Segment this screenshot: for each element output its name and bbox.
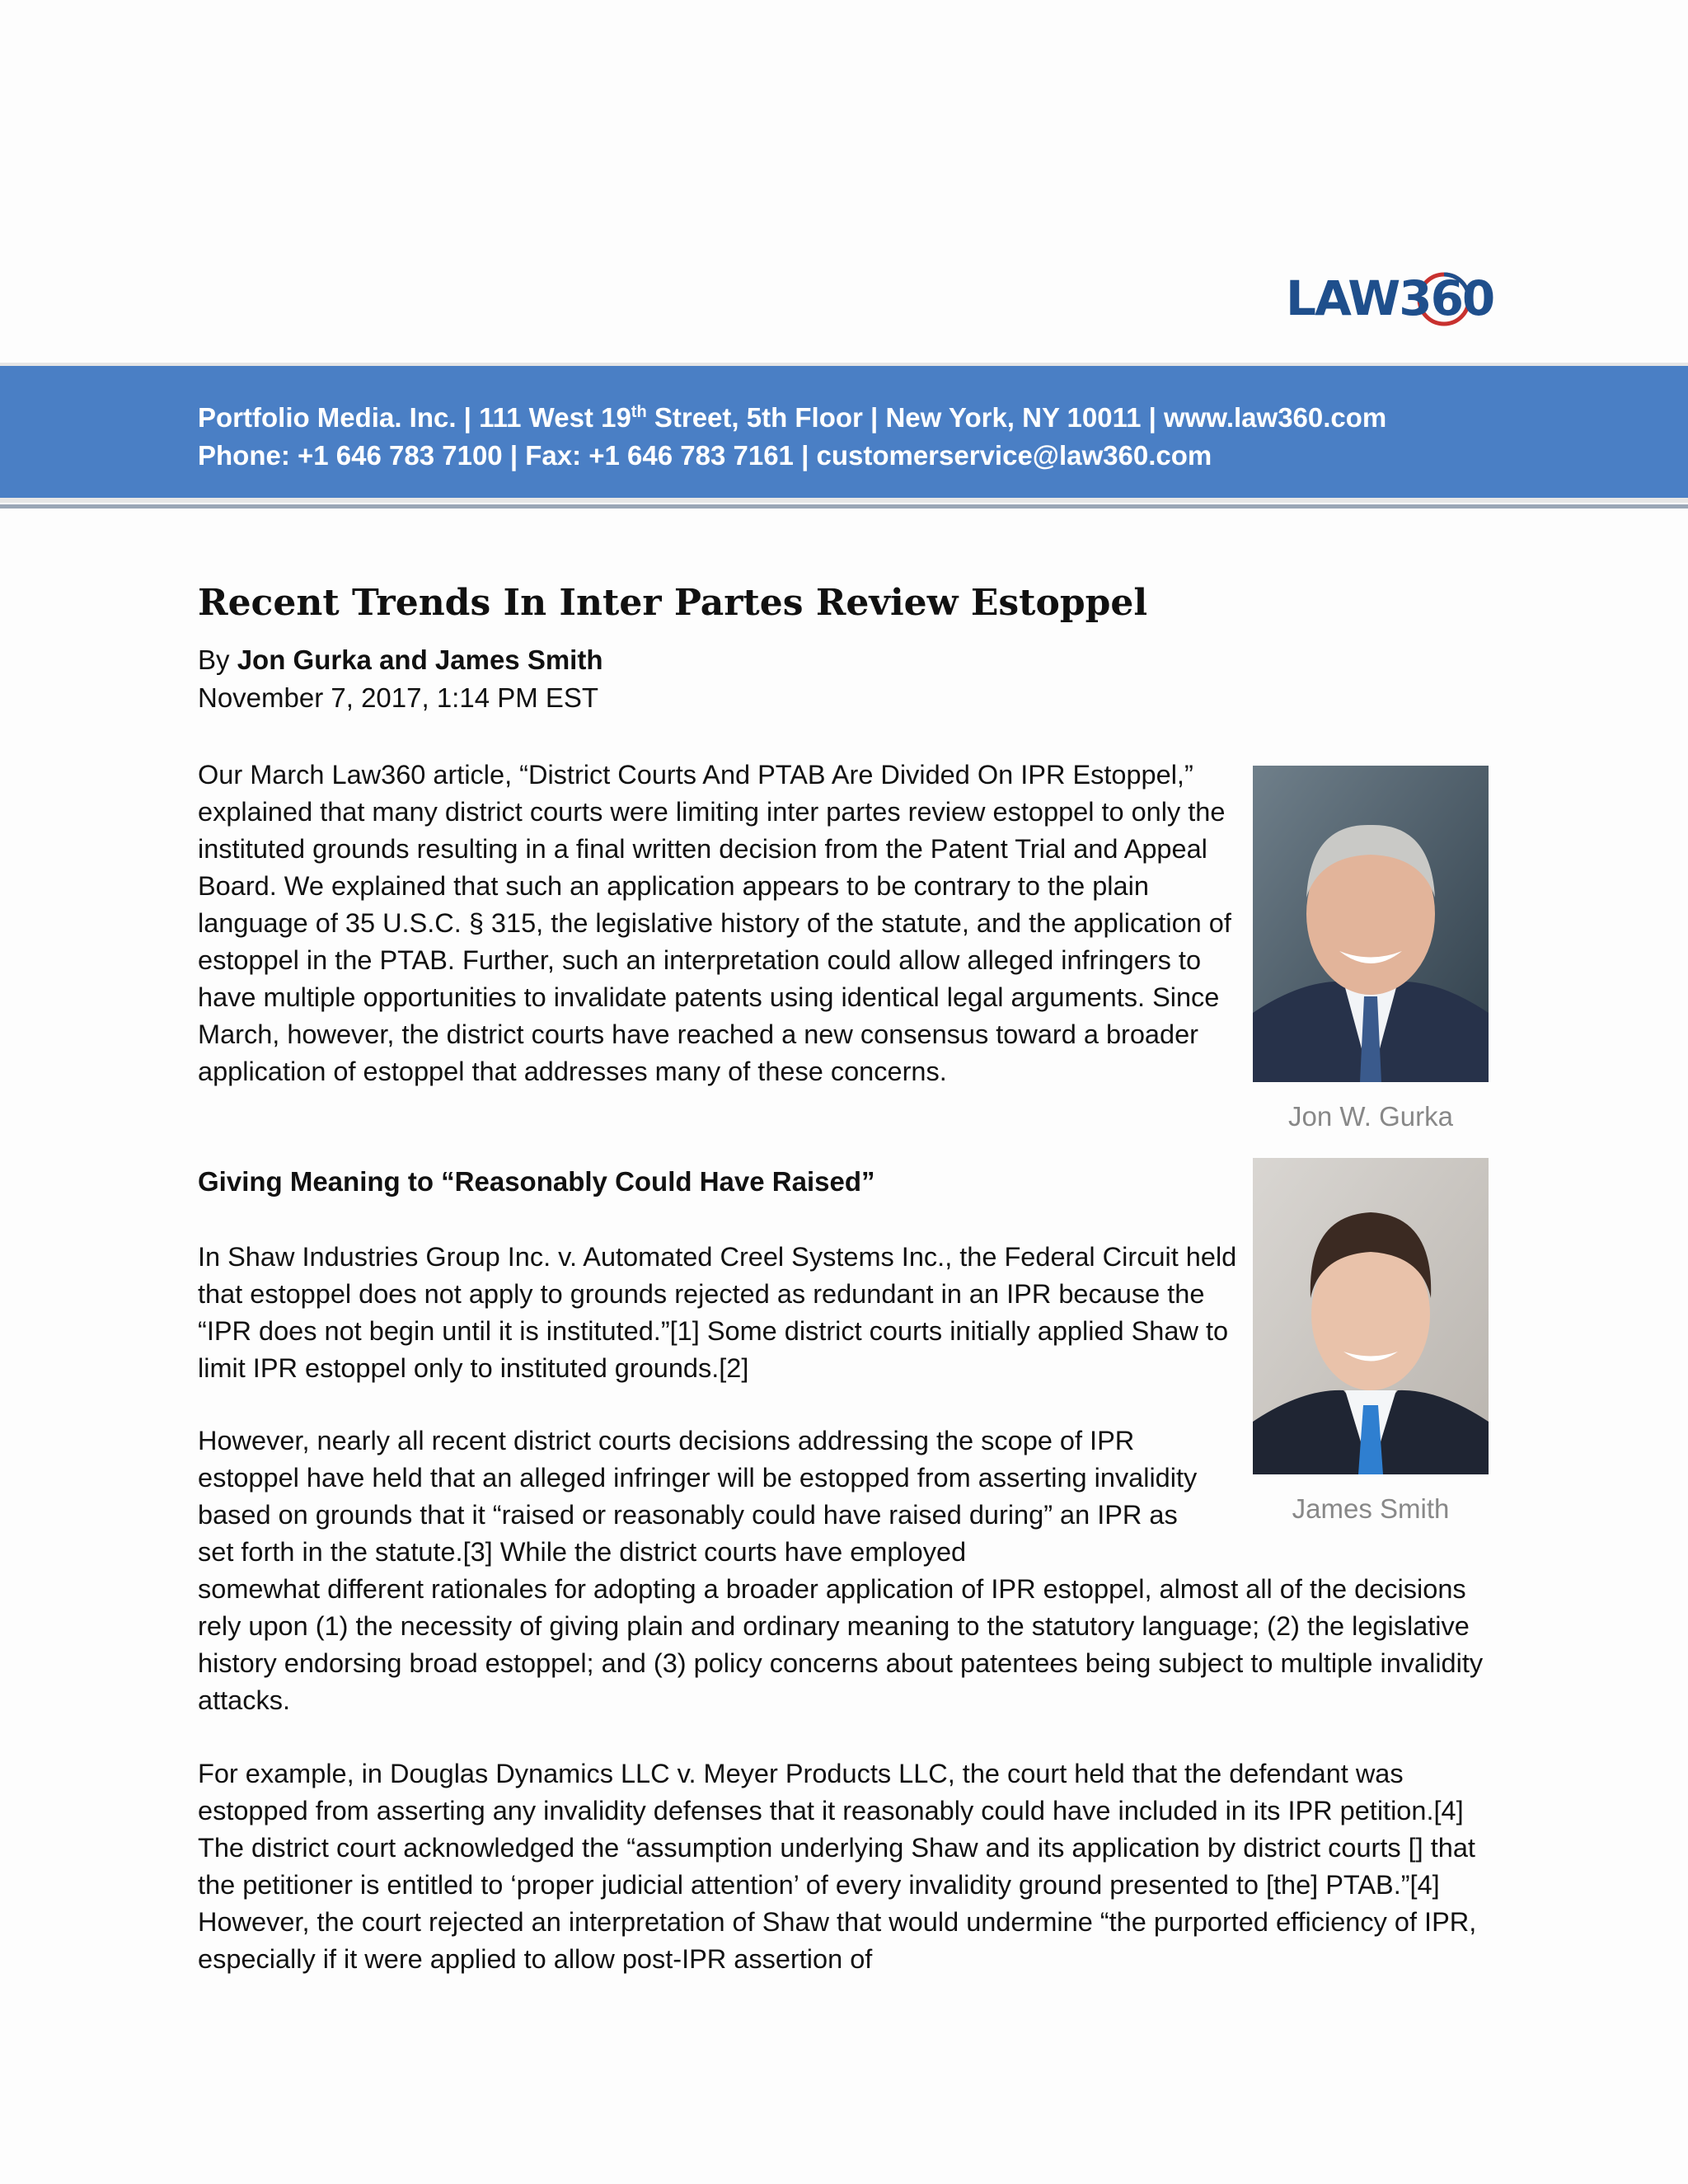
paragraph-3-narrow: However, nearly all recent district courts decisions addressing the scope of IPR estoppel have held that an alleged infringer will be estopped from asserting invalidity based on grounds that it “raised or reasonably could have raised during” an IPR as set forth in the statute.[3] While the district courts have employed — [198, 1426, 1198, 1567]
paragraph-2: In Shaw Industries Group Inc. v. Automated Creel Systems Inc., the Federal Circuit held that estoppel does not apply to grounds rejected as redundant in an IPR because the “IPR does not begin until it is instituted.”[1] Some district courts initially applied Shaw to limit IPR estoppel only to instituted grounds.[2] — [198, 1242, 1237, 1383]
banner-divider — [0, 504, 1688, 509]
address-part1: Portfolio Media. Inc. | 111 West 19 — [198, 402, 631, 433]
paragraph-4: For example, in Douglas Dynamics LLC v. Meyer Products LLC, the court held that the defendant was estopped from asserting any invalidity defenses that it reasonably could have included in its IPR petition.[4] The district court acknowledged the “assumption underlying Shaw and its application by district courts [] that the petitioner is entitled to ‘proper judicial attention’ of every invalidity ground presented to [the] PTAB.”[4] However, the court rejected an interpretation of Shaw that would undermine “the purported efficiency of IPR, especially if it were applied to allow post-IPR assertion of — [198, 1759, 1477, 1974]
photo-caption-gurka: Jon W. Gurka — [1288, 1101, 1453, 1132]
byline-authors: Jon Gurka and James Smith — [237, 644, 603, 675]
photo-caption-smith: James Smith — [1292, 1493, 1450, 1524]
address-part2: Street, 5th Floor | New York, NY 10011 | www.law360.com — [646, 402, 1387, 433]
article-title: Recent Trends In Inter Partes Review Estoppel — [198, 582, 1148, 624]
address-superscript: th — [631, 403, 647, 421]
byline — [198, 644, 603, 676]
contact-banner — [0, 363, 1688, 503]
paragraph-1: Our March Law360 article, “District Courts And PTAB Are Divided On IPR Estoppel,” explained that many district courts were limiting inter partes review estoppel to only the instituted grounds resulting in a final written decision from the Patent Trial and Appeal Board. We explained that such an application appears to be contrary to the plain language of 35 U.S.C. § 315, the legislative history of the statute, and the application of estoppel in the PTAB. Further, such an interpretation could allow alleged infringers to have multiple opportunities to invalidate patents using identical legal arguments. Since March, however, the district courts have reached a new consensus toward a broader application of estoppel that addresses many of these concerns. — [198, 760, 1231, 1086]
contact-line: Phone: +1 646 783 7100 | Fax: +1 646 783 7161 | customerservice@law360.com — [198, 440, 1212, 471]
paragraph-3-wide: somewhat different rationales for adopting a broader application of IPR estoppel, almost all of the decisions rely upon (1) the necessity of giving plain and ordinary meaning to the statutory language; (2) the legislative history endorsing broad estoppel; and (3) policy concerns about patentees being subject to multiple invalidity attacks. — [198, 1574, 1484, 1715]
publish-date: November 7, 2017, 1:14 PM EST — [198, 682, 599, 713]
logo-text: LAW360 — [1286, 270, 1494, 326]
author-photo-smith — [1253, 1158, 1489, 1474]
law360-logo — [1286, 255, 1494, 338]
address-line — [198, 402, 1386, 434]
author-photo-gurka — [1253, 766, 1489, 1082]
section-heading: Giving Meaning to “Reasonably Could Have Raised” — [198, 1166, 875, 1197]
byline-prefix: By — [198, 644, 237, 675]
